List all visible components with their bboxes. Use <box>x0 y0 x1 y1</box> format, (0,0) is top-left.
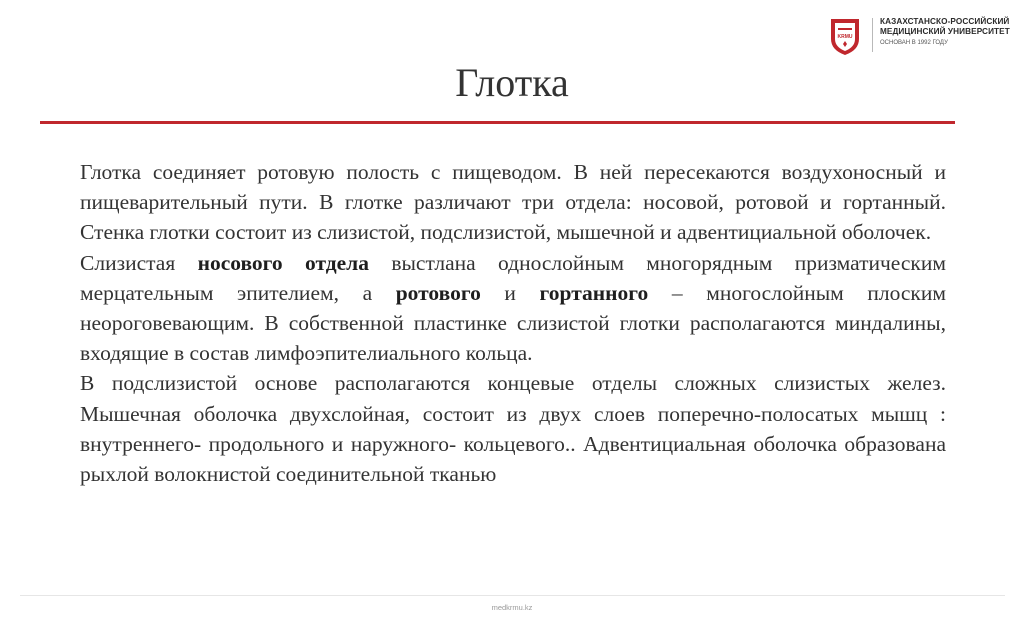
paragraph-2-text-1: Слизистая <box>80 250 198 275</box>
slide-title: Глотка <box>455 60 569 105</box>
logo-divider <box>872 18 873 52</box>
footer-divider <box>20 595 1005 596</box>
paragraph-1: Глотка соединяет ротовую полость с пищеводом. В ней пересекаются воздухоносный и пищеварительный пути. В глотке различают три отдела: носовой, ротовой и гортанный. Стенка глотки состоит из слизистой, подслизистой, мышечной и адвентициальной оболочек. <box>80 160 946 245</box>
paragraph-2-text-2: выстлана однослойным многорядным призматическим мерцательным эпителием, а <box>80 250 946 305</box>
founded-year: ОСНОВАН В 1992 ГОДУ <box>880 40 948 46</box>
university-emblem-icon <box>828 16 862 56</box>
university-name-line2: МЕДИЦИНСКИЙ УНИВЕРСИТЕТ <box>880 27 1010 36</box>
term-laryngeal-part: гортанного <box>539 280 649 305</box>
paragraph-2-text-3: и <box>480 280 540 305</box>
paragraph-2-text-4: – многослойным плоским неороговевающим. В собственной пластинке слизистой глотки располагаются миндалины, входящие в состав лимфоэпителиального кольца. <box>80 280 946 366</box>
title-underline <box>40 121 955 124</box>
footer-url: medkrmu.kz <box>491 603 533 612</box>
paragraph-3: В подслизистой основе располагаются концевые отделы сложных слизистых желез. Мышечная оболочка двухслойная, состоит из двух слоев поперечно-полосатых мышц : внутреннего- продольного и наружного- кольцевого.. Адвентициальная оболочка образована рыхлой волокнистой соединительной тканью <box>80 371 946 487</box>
emblem-text: KRMU <box>837 34 853 40</box>
paragraph-2 <box>80 248 946 369</box>
term-oral-part: ротового <box>395 280 481 305</box>
university-name-line1: КАЗАХСТАНСКО-РОССИЙСКИЙ <box>880 17 1010 26</box>
slide-body <box>80 157 946 489</box>
term-nasal-part: носового отдела <box>197 250 369 275</box>
university-logo <box>828 16 1023 58</box>
logo-text <box>880 17 1010 48</box>
